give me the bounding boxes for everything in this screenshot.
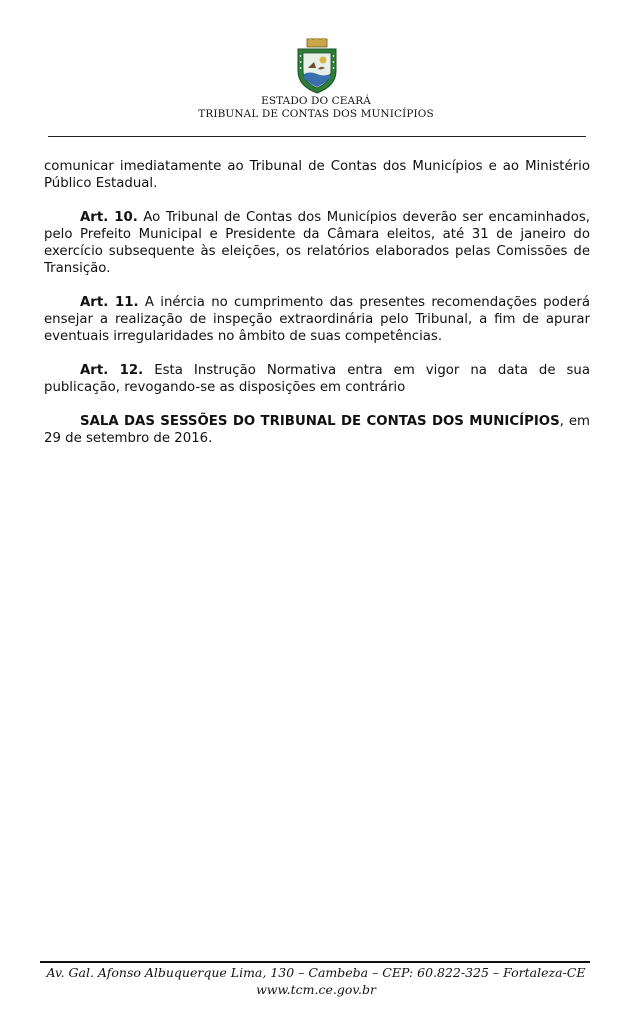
article-10-label: Art. 10. [80, 210, 138, 225]
article-10-text: Ao Tribunal de Contas dos Municípios deverão ser encaminhados, pelo Prefeito Municipal e Presidente da Câmara eleitos, até 31 de janeiro do exercício subsequente às eleições, os relatórios elaborados pelas Comissões de Transição. [44, 210, 590, 276]
header-divider [48, 136, 586, 137]
footer-website: www.tcm.ce.gov.br [256, 982, 376, 997]
article-11-text: A inércia no cumprimento das presentes recomendações poderá ensejar a realização de inspeção extraordinária pelo Tribunal, a fim de apurar eventuais irregularidades no âmbito de suas competências. [44, 295, 590, 344]
closing-date-text: , em 29 de setembro de 2016. [44, 414, 590, 446]
article-10 [44, 209, 590, 277]
state-coat-of-arms-icon [294, 38, 340, 94]
document-body [44, 158, 590, 464]
article-11 [44, 294, 590, 345]
intro-paragraph: comunicar imediatamente ao Tribunal de Contas dos Municípios e ao Ministério Público Estadual. [44, 159, 590, 191]
header-state-name: ESTADO DO CEARÁ [261, 95, 371, 107]
article-11-label: Art. 11. [80, 295, 139, 310]
footer-divider [40, 961, 590, 963]
header-institution-name: TRIBUNAL DE CONTAS DOS MUNICÍPIOS [198, 108, 434, 120]
footer-address: Av. Gal. Afonso Albuquerque Lima, 130 – Cambeba – CEP: 60.822-325 – Fortaleza-CE [46, 965, 586, 980]
closing-bold-text: SALA DAS SESSÕES DO TRIBUNAL DE CONTAS DOS MUNICÍPIOS [80, 414, 560, 429]
closing-paragraph [44, 413, 590, 447]
article-12-text: Esta Instrução Normativa entra em vigor na data de sua publicação, revogando-se as disposições em contrário [44, 363, 590, 395]
article-12 [44, 362, 590, 396]
article-12-label: Art. 12. [80, 363, 144, 378]
